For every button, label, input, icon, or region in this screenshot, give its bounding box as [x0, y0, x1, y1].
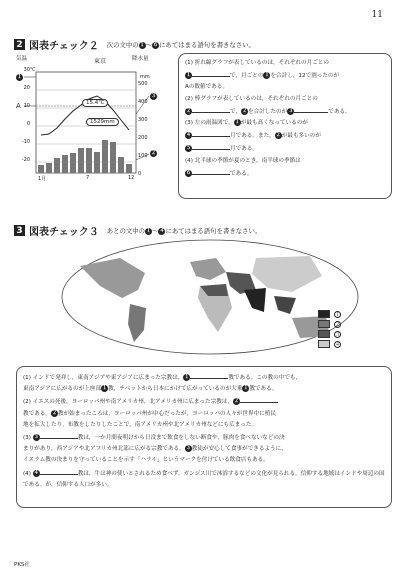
- answer-blank[interactable]: [40, 431, 78, 439]
- legend-item: ３: [318, 330, 341, 338]
- answer-blank[interactable]: [192, 167, 230, 175]
- precip-tick: 200: [138, 135, 148, 141]
- precip-axis-label: 降水量: [132, 56, 149, 62]
- avg-temp-label: 15.4℃: [82, 99, 108, 107]
- precip-tick: 300: [138, 117, 148, 123]
- temp-tick: 0: [26, 121, 30, 127]
- section2-number: 2: [14, 39, 25, 50]
- x-tick: 12: [128, 175, 135, 181]
- side-label-a: A: [16, 102, 21, 110]
- climate-chart: [14, 54, 174, 184]
- question: (3) 左の雨温図で，１が最も高くなっているのが ４ 月である。また，２が最も多いのが ５ 月である。: [185, 119, 321, 153]
- legend-item: １: [318, 310, 341, 318]
- chart-marker: ２: [150, 150, 156, 156]
- answer-blank[interactable]: [240, 395, 278, 403]
- section3-question-box: [16, 366, 392, 508]
- section3-questions: [23, 371, 385, 491]
- answer-blank[interactable]: [40, 467, 78, 475]
- question: (1) 折れ線グラフが表しているのは，それぞれの月ごとの １ で，月ごとの１を合計し，12で割ったのが Aの数値である。: [185, 60, 340, 91]
- page-number: 11: [371, 10, 383, 20]
- precip-tick: 100: [138, 153, 148, 159]
- section2-questions: [185, 58, 385, 180]
- question: (2) 棒グラフが表しているのは，それぞれの月ごとの ２ で，２を合計したのが３ である。: [185, 95, 351, 115]
- x-ticks: [36, 175, 136, 183]
- temp-tick: 30: [23, 67, 30, 73]
- precip-tick: 0: [138, 171, 142, 177]
- temp-tick: 20: [23, 85, 30, 91]
- legend-item: ４: [318, 340, 341, 348]
- question: (1) インドで発祥し，東南アジアや東アジアに広まった宗教は，１ 教である。この教の中でも， 東南アジアに広がるのが上座部１教，チベットから日本にかけて広がっているのが大乗１教である。: [23, 371, 385, 395]
- section3-title: 図表チェック３: [29, 227, 99, 238]
- question: (2) イエスの死後，ヨーロッパ州や南アメリカ州，北アメリカ州に広まった宗教は，２ 教である。２教が始まったころは，ヨーロッパ州が中心だったが，ヨーロッパの人々が世界中に植民 地を拡大したり，布教をしたりしたことで，南アメリカ州や北アメリカ州などにも広まった。: [23, 395, 385, 431]
- section3-number: 3: [14, 225, 25, 236]
- question: (3) ３ 教は，一か月間夜明けから日没まで飲食をしない断食や，豚肉を食べないなどの決 まりがあり，西アジアや北アフリカ州北部に広がる宗教である。３教徒が安心して食事ができるように， イスラム教の決まりを守っていることを示す「ハラル」というマークを付けている飲食店もある。: [23, 431, 385, 467]
- chart-marker: １: [16, 74, 22, 80]
- question: (4) 北半球の季節が夏のとき，南半球の季節は ６ である。: [185, 157, 301, 177]
- x-tick: 1月: [38, 176, 47, 182]
- answer-blank[interactable]: [192, 105, 230, 113]
- chart-marker: ３: [150, 93, 156, 99]
- temp-tick: 10: [23, 103, 30, 109]
- question: (4) ４ 教は，牛は神の使いとされるため食べず，ガンジス川で沐浴するなどの文化が見られる。信仰する地域はインドや周辺の国である。が，信仰する人口が多い。: [23, 467, 385, 491]
- precip-tick: 500: [138, 81, 148, 87]
- answer-blank[interactable]: [192, 142, 230, 150]
- answer-blank[interactable]: [192, 129, 230, 137]
- section2-instruction: 次の文中の１〜６にあてはまる語句を書きなさい。: [106, 41, 255, 49]
- legend-item: ２: [318, 320, 341, 328]
- precip-unit: mm: [140, 74, 150, 80]
- temp-axis-label: 気温: [16, 56, 28, 62]
- answer-blank[interactable]: [190, 371, 228, 379]
- chart-city: 東京: [94, 58, 107, 65]
- world-map: [60, 238, 360, 356]
- total-precip-label: 1529mm: [86, 118, 119, 126]
- section3-instruction: あとの文中の１〜４にあてはまる語句を書きなさい。: [106, 227, 262, 235]
- section2-header: [14, 37, 255, 52]
- temp-tick: -10: [21, 139, 30, 145]
- temp-tick: -20: [21, 157, 30, 163]
- x-tick: 7: [86, 175, 90, 181]
- answer-blank[interactable]: [192, 69, 230, 77]
- answer-blank[interactable]: [294, 105, 328, 113]
- temp-unit: ℃: [30, 67, 36, 73]
- precip-bars: [38, 140, 132, 173]
- footer: PKS社: [14, 562, 30, 568]
- section2-question-box: [178, 53, 392, 199]
- section3-header: [14, 223, 261, 238]
- section2-title: 図表チェック２: [29, 41, 99, 52]
- precip-tick: 400: [138, 99, 148, 105]
